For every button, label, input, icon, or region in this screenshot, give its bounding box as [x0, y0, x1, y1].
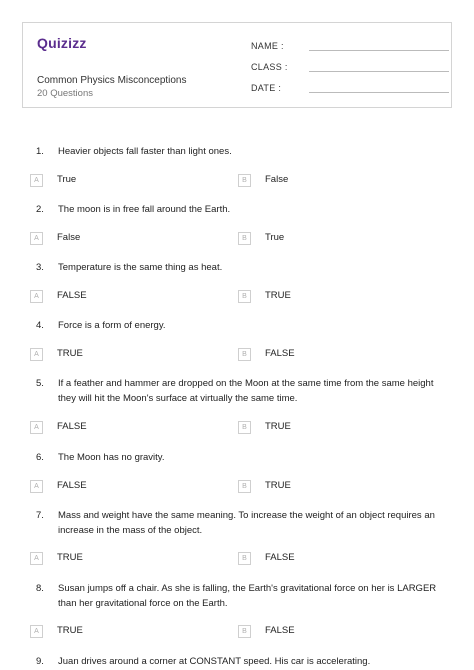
option-letter-box: B [238, 480, 251, 493]
option-letter-box: B [238, 625, 251, 638]
option-letter-box: B [238, 290, 251, 303]
option-letter-box: A [30, 421, 43, 434]
option-label: TRUE [57, 625, 83, 636]
option-label: True [265, 232, 285, 243]
option-label: False [57, 232, 81, 243]
option-letter-box: B [238, 232, 251, 245]
worksheet-title: Common Physics Misconceptions [37, 75, 187, 86]
name-line [309, 50, 449, 51]
option-label: False [265, 174, 289, 185]
option-label: FALSE [57, 290, 87, 301]
option-label: FALSE [57, 480, 87, 491]
option-label: TRUE [57, 348, 83, 359]
option-label: FALSE [265, 625, 295, 636]
option-label: TRUE [265, 290, 291, 301]
class-line [309, 71, 449, 72]
class-field[interactable] [251, 62, 288, 72]
date-label: DATE : [251, 83, 282, 93]
option-letter-box: A [30, 348, 43, 361]
class-label: CLASS : [251, 62, 288, 72]
question-text: The Moon has no gravity. [58, 452, 165, 463]
option-letter-box: B [238, 552, 251, 565]
option-letter-box: A [30, 552, 43, 565]
question-text: Heavier objects fall faster than light ones. [58, 146, 232, 157]
option-label: True [57, 174, 77, 185]
option-label: FALSE [265, 552, 295, 563]
option-letter-box: A [30, 480, 43, 493]
option-label: TRUE [265, 480, 291, 491]
question-number: 7. [36, 510, 44, 521]
worksheet-subtitle: 20 Questions [37, 88, 93, 99]
option-label: TRUE [57, 552, 83, 563]
question-number: 2. [36, 204, 44, 215]
option-letter-box: A [30, 625, 43, 638]
question-text: Force is a form of energy. [58, 320, 166, 331]
question-number: 4. [36, 320, 44, 331]
question-text: Susan jumps off a chair. As she is falling, the Earth's gravitational force on her is LARGER than her gravitational force on the Earth. [58, 583, 437, 609]
question-text: The moon is in free fall around the Earth. [58, 204, 231, 215]
option-letter-box: A [30, 174, 43, 187]
question-text: Juan drives around a corner at CONSTANT speed. His car is accelerating. [58, 656, 371, 667]
option-letter-box: A [30, 290, 43, 303]
worksheet-header [22, 22, 452, 108]
question-number: 5. [36, 378, 44, 389]
quizizz-logo: Quizizz [37, 35, 87, 51]
option-label: TRUE [265, 421, 291, 432]
question-number: 1. [36, 146, 44, 157]
question-number: 9. [36, 656, 44, 667]
name-field[interactable] [251, 41, 284, 51]
question-text: Mass and weight have the same meaning. To increase the weight of an object requires an increase in the mass of the object. [58, 510, 435, 536]
option-label: FALSE [57, 421, 87, 432]
option-letter-box: B [238, 348, 251, 361]
question-number: 8. [36, 583, 44, 594]
option-letter-box: B [238, 174, 251, 187]
name-label: NAME : [251, 41, 284, 51]
option-label: FALSE [265, 348, 295, 359]
date-line [309, 92, 449, 93]
date-field[interactable] [251, 83, 281, 93]
option-letter-box: B [238, 421, 251, 434]
question-text: Temperature is the same thing as heat. [58, 262, 223, 273]
option-letter-box: A [30, 232, 43, 245]
question-number: 6. [36, 452, 44, 463]
question-text: If a feather and hammer are dropped on the Moon at the same time from the same height they will hit the Moon's surface at virtually the same time. [58, 378, 434, 404]
question-number: 3. [36, 262, 44, 273]
